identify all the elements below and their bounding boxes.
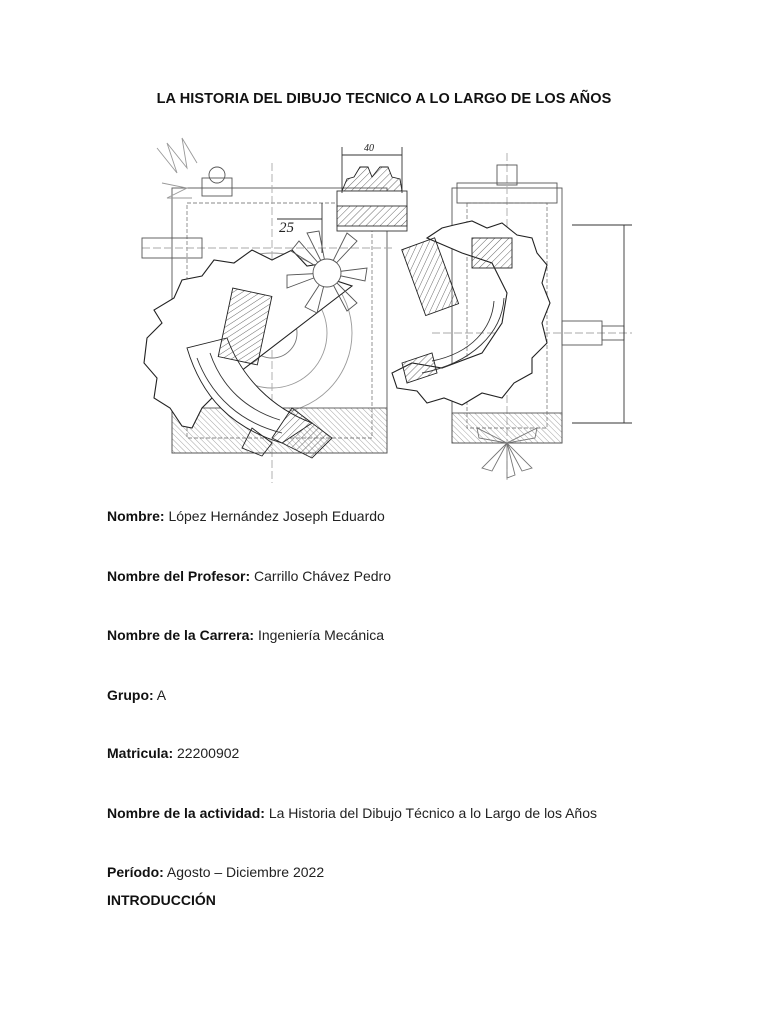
field-value: A: [156, 687, 167, 703]
field-label: Nombre:: [107, 508, 165, 524]
field-nombre-carrera: [107, 627, 384, 643]
field-nombre-profesor: [107, 568, 391, 584]
field-label: Matricula:: [107, 745, 174, 761]
field-nombre: [107, 508, 385, 524]
field-matricula: [107, 745, 239, 761]
field-value: Carrillo Chávez Pedro: [254, 568, 391, 584]
field-value: Ingeniería Mecánica: [257, 627, 385, 643]
dimension-25-label: 25: [279, 220, 294, 236]
field-value: La Historia del Dibujo Técnico a lo Largo de los Años: [268, 805, 597, 821]
gear-drawing-svg: [132, 133, 642, 493]
dimension-40-label: 40: [364, 143, 374, 154]
field-label: Nombre de la Carrera:: [107, 627, 255, 643]
field-label: Nombre de la actividad:: [107, 805, 265, 821]
field-value: López Hernández Joseph Eduardo: [168, 508, 385, 524]
field-periodo: [107, 864, 324, 880]
field-label: Nombre del Profesor:: [107, 568, 251, 584]
field-grupo: [107, 687, 166, 703]
gear-assembly-drawing: [132, 133, 642, 493]
document-title: LA HISTORIA DEL DIBUJO TECNICO A LO LARGO DE LOS AÑOS: [156, 91, 612, 107]
field-value: 22200902: [177, 745, 240, 761]
field-nombre-actividad: [107, 805, 597, 821]
field-value: Agosto – Diciembre 2022: [166, 864, 325, 880]
field-label: Grupo:: [107, 687, 154, 703]
section-heading-introduccion: INTRODUCCIÓN: [107, 892, 216, 908]
field-label: Período:: [107, 864, 164, 880]
